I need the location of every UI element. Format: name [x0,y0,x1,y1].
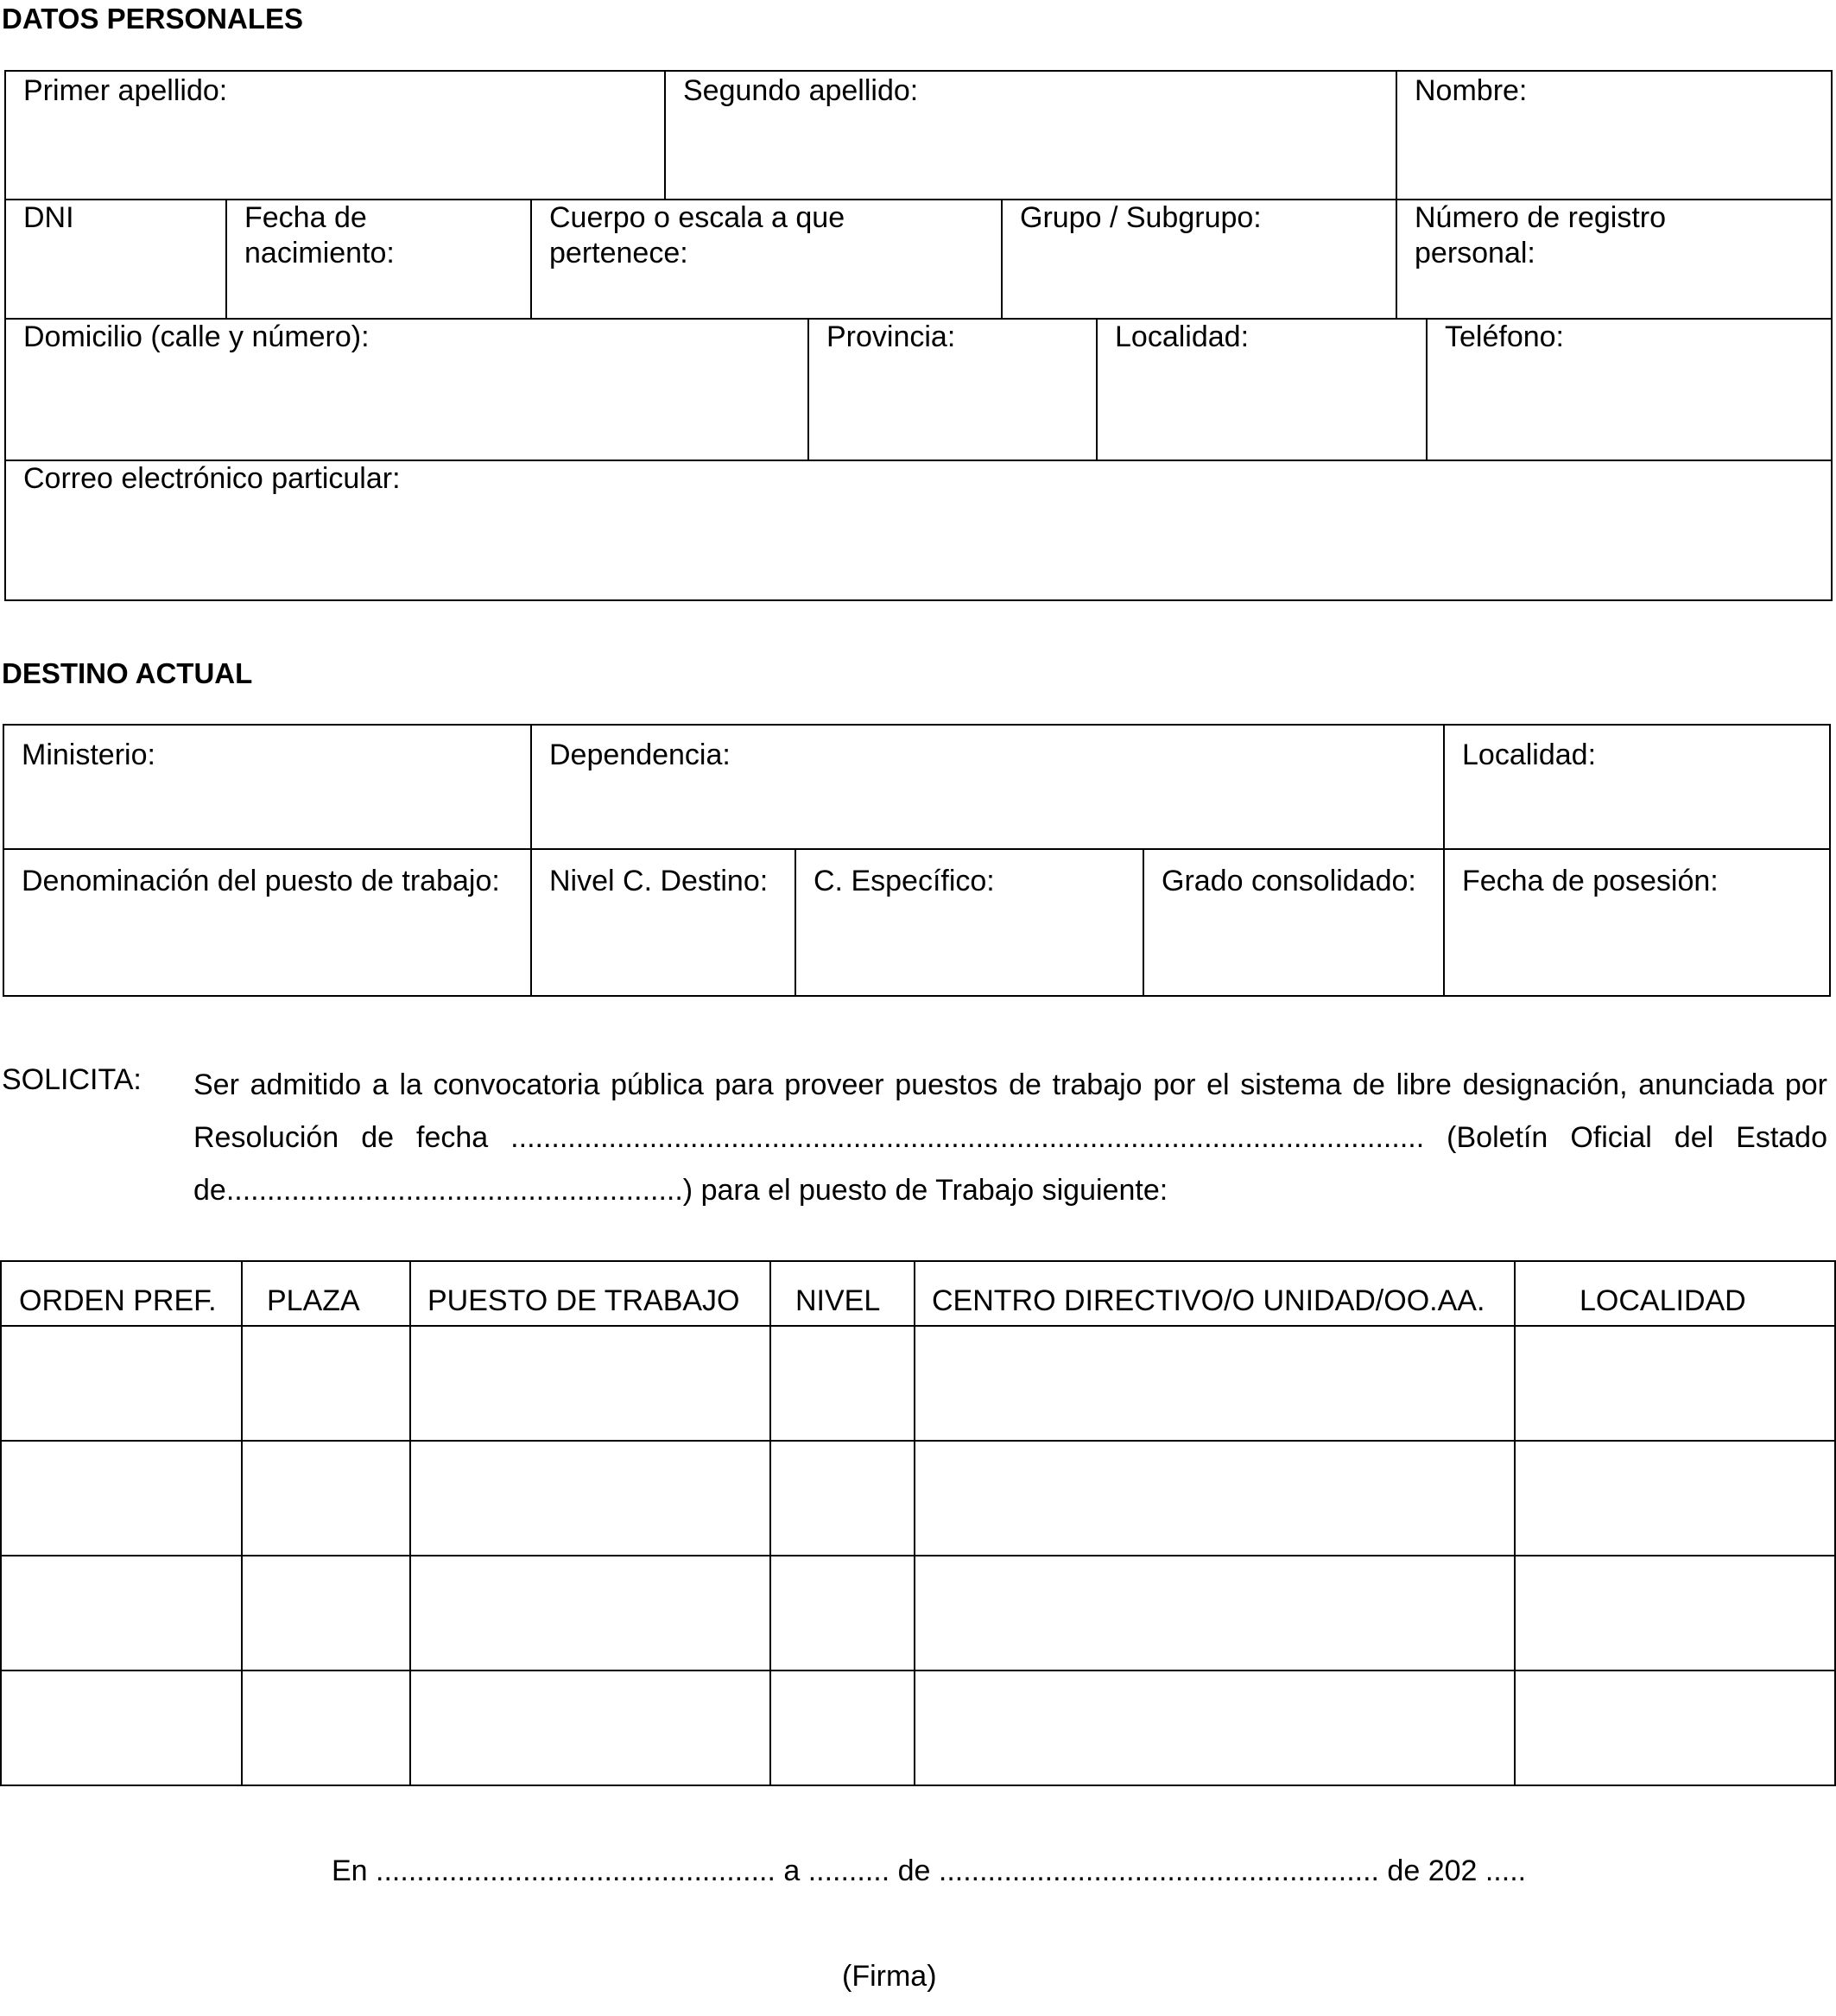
dni-label: DNI [23,201,74,234]
grado-field[interactable] [1144,864,1443,993]
grupo-subgrupo-field[interactable] [1003,200,1396,318]
nombre-label: Nombre: [1415,74,1528,107]
telefono-field[interactable] [1428,320,1831,460]
fecha-posesion-label: Fecha de posesión: [1462,865,1719,897]
column-header-plaza: PLAZA [267,1284,360,1317]
cuerpo-escala-label: Cuerpo o escala a que pertenece: [549,201,845,269]
fecha-posesion-field[interactable] [1445,864,1829,993]
dependencia-label: Dependencia: [549,739,731,771]
cuerpo-escala-field[interactable] [532,200,1001,318]
table-row[interactable] [2,1442,1834,1555]
column-header-puesto: PUESTO DE TRABAJO [427,1284,740,1317]
primer-apellido-field[interactable] [6,73,664,199]
correo-label: Correo electrónico particular: [23,462,401,495]
column-header-localidad: LOCALIDAD [1580,1284,1746,1317]
puestos-table [0,1260,1836,1786]
provincia-label: Provincia: [826,320,956,353]
nombre-field[interactable] [1397,73,1831,199]
correo-field[interactable] [6,461,1831,599]
fecha-nacimiento-field[interactable] [227,200,530,318]
column-header-orden: ORDEN PREF. [19,1284,217,1317]
denominacion-field[interactable] [4,864,530,993]
nivel-destino-label: Nivel C. Destino: [549,865,769,897]
solicita-label: SOLICITA: [2,1063,142,1096]
grado-label: Grado consolidado: [1162,865,1416,897]
section-title-datos-personales: DATOS PERSONALES [2,3,303,35]
nivel-destino-field[interactable] [532,864,795,993]
denominacion-label: Denominación del puesto de trabajo: [22,865,500,897]
segundo-apellido-field[interactable] [666,73,1396,199]
datos-personales-form [4,70,1833,601]
table-row[interactable] [2,1671,1834,1785]
table-row[interactable] [2,1556,1834,1670]
fecha-nacimiento-label: Fecha de nacimiento: [244,201,395,269]
firma-label: (Firma) [842,1960,937,1993]
especifico-field[interactable] [796,864,1143,993]
localidad-personal-label: Localidad: [1115,320,1250,353]
segundo-apellido-label: Segundo apellido: [683,74,919,107]
column-header-nivel: NIVEL [795,1284,881,1317]
numero-registro-field[interactable] [1397,200,1831,318]
telefono-label: Teléfono: [1445,320,1564,353]
provincia-field[interactable] [809,320,1096,460]
table-row[interactable] [2,1327,1834,1440]
section-title-destino-actual: DESTINO ACTUAL [2,657,253,689]
fecha-firma-line: En ................................................. a .......... de ...................................................... de 202 ..... [332,1854,1527,1887]
localidad-destino-label: Localidad: [1462,739,1597,771]
primer-apellido-label: Primer apellido: [23,74,228,107]
ministerio-field[interactable] [4,738,530,848]
ministerio-label: Ministerio: [22,739,155,771]
localidad-personal-field[interactable] [1098,320,1426,460]
solicita-text: Ser admitido a la convocatoria pública para proveer puestos de trabajo por el sistema de libre designación, anunciada por Resolución de fecha ................................................................................................................ (Boletín Oficial del Estado de........................................................) para el puesto de Trabajo siguiente: [193,1068,1827,1207]
domicilio-label: Domicilio (calle y número): [23,320,370,353]
destino-actual-form [3,724,1831,997]
grupo-subgrupo-label: Grupo / Subgrupo: [1020,201,1262,234]
domicilio-field[interactable] [6,320,807,460]
dependencia-field[interactable] [532,738,1443,848]
column-header-centro: CENTRO DIRECTIVO/O UNIDAD/OO.AA. [932,1284,1485,1317]
localidad-destino-field[interactable] [1445,738,1829,848]
dni-field[interactable] [6,200,225,318]
especifico-label: C. Específico: [814,865,995,897]
numero-registro-label: Número de registro personal: [1415,201,1667,269]
